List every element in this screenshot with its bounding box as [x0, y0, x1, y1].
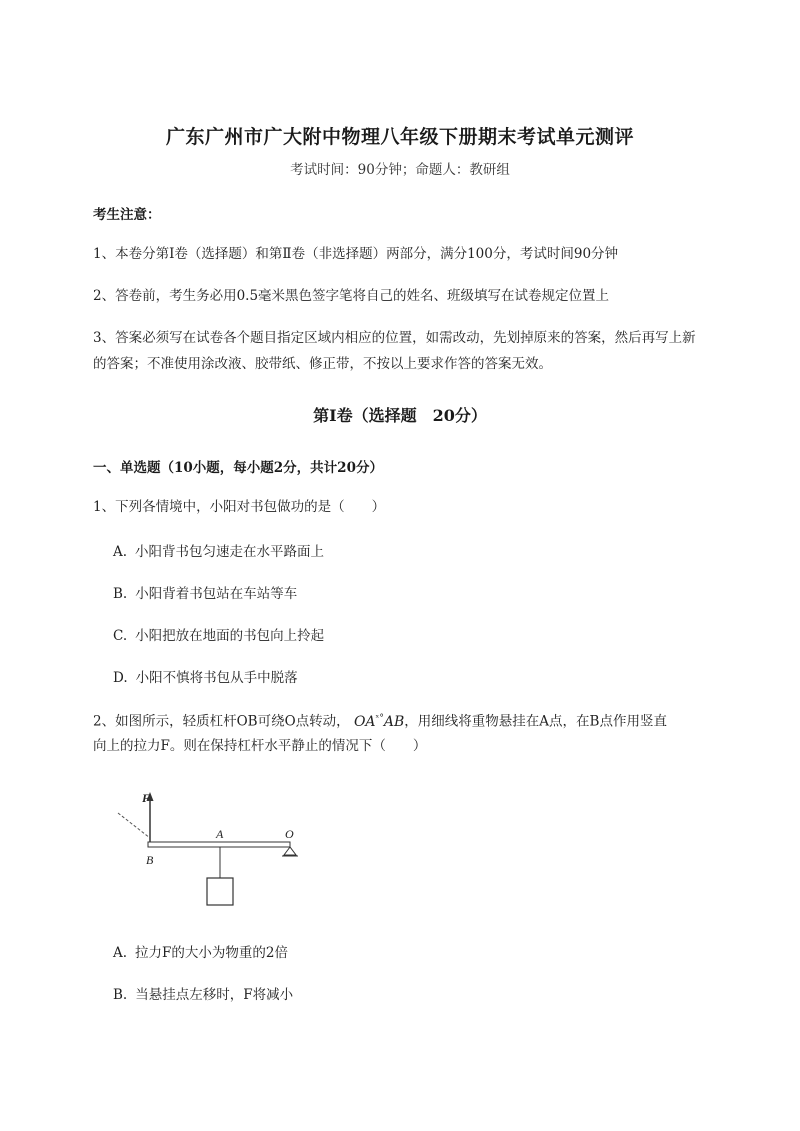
math-symbol: ˣ°	[375, 713, 384, 723]
notice-heading: 考生注意：	[93, 207, 161, 223]
question-stem: 1、下列各情境中，小阳对书包做功的是（ ）	[93, 499, 386, 515]
pivot	[284, 847, 296, 855]
option-d[interactable]	[113, 666, 298, 686]
stem-text: 2、如图所示，轻质杠杆OB可绕O点转动，	[93, 713, 350, 730]
option-text: 小阳背着书包站在车站等车	[135, 586, 298, 602]
lever-bar	[148, 842, 290, 847]
section-title: 第Ⅰ卷（选择题 20分）	[313, 406, 487, 425]
option-c[interactable]	[113, 624, 324, 644]
option-text: 当悬挂点左移时，F将减小	[135, 987, 294, 1003]
question-stem-line2: 向上的拉力F。则在保持杠杆水平静止的情况下（ ）	[93, 738, 427, 754]
part-heading: 一、单选题（10小题，每小题2分，共计20分）	[93, 460, 383, 476]
option-letter: A.	[113, 945, 128, 961]
label-f: F	[142, 791, 151, 805]
notice-item: 2、答卷前，考生务必用0.5毫米黑色签字笔将自己的姓名、班级填写在试卷规定位置上	[93, 288, 610, 304]
option-letter: D.	[113, 670, 128, 686]
dashed-line	[118, 813, 150, 838]
stem-text: ，用细线将重物悬挂在A点，在B点作用竖直	[404, 713, 667, 730]
option-text: 小阳不慎将书包从手中脱落	[135, 670, 298, 686]
label-b: B	[146, 853, 154, 867]
math-left: OA	[353, 713, 376, 730]
lever-diagram	[110, 780, 310, 915]
page-title: 广东广州市广大附中物理八年级下册期末考试单元测评	[165, 126, 634, 148]
option-text: 拉力F的大小为物重的2倍	[135, 945, 289, 961]
page-subtitle: 考试时间：90分钟；命题人：教研组	[290, 162, 510, 178]
question-stem	[93, 705, 713, 735]
option-text: 小阳把放在地面的书包向上拎起	[135, 628, 325, 644]
weight-block	[207, 878, 233, 905]
label-a: A	[216, 827, 224, 841]
option-a[interactable]	[113, 941, 288, 961]
notice-item: 3、答案必须写在试卷各个题目指定区域内相应的位置，如需改动，先划掉原来的答案，然后再写上新的答案；不准使用涂改液、胶带纸、修正带，不按以上要求作答的答案无效。	[93, 330, 696, 372]
math-right: AB	[383, 713, 405, 730]
notice-item: 1、本卷分第Ⅰ卷（选择题）和第Ⅱ卷（非选择题）两部分，满分100分，考试时间90分钟	[93, 246, 619, 262]
option-letter: A.	[113, 544, 128, 560]
option-letter: C.	[113, 628, 128, 644]
option-b[interactable]	[113, 983, 293, 1003]
option-letter: B.	[113, 987, 128, 1003]
math-expression	[354, 714, 404, 730]
option-b[interactable]	[113, 582, 297, 602]
label-o: O	[285, 827, 294, 841]
option-a[interactable]	[113, 540, 324, 560]
option-text: 小阳背书包匀速走在水平路面上	[135, 544, 325, 560]
option-letter: B.	[113, 586, 128, 602]
